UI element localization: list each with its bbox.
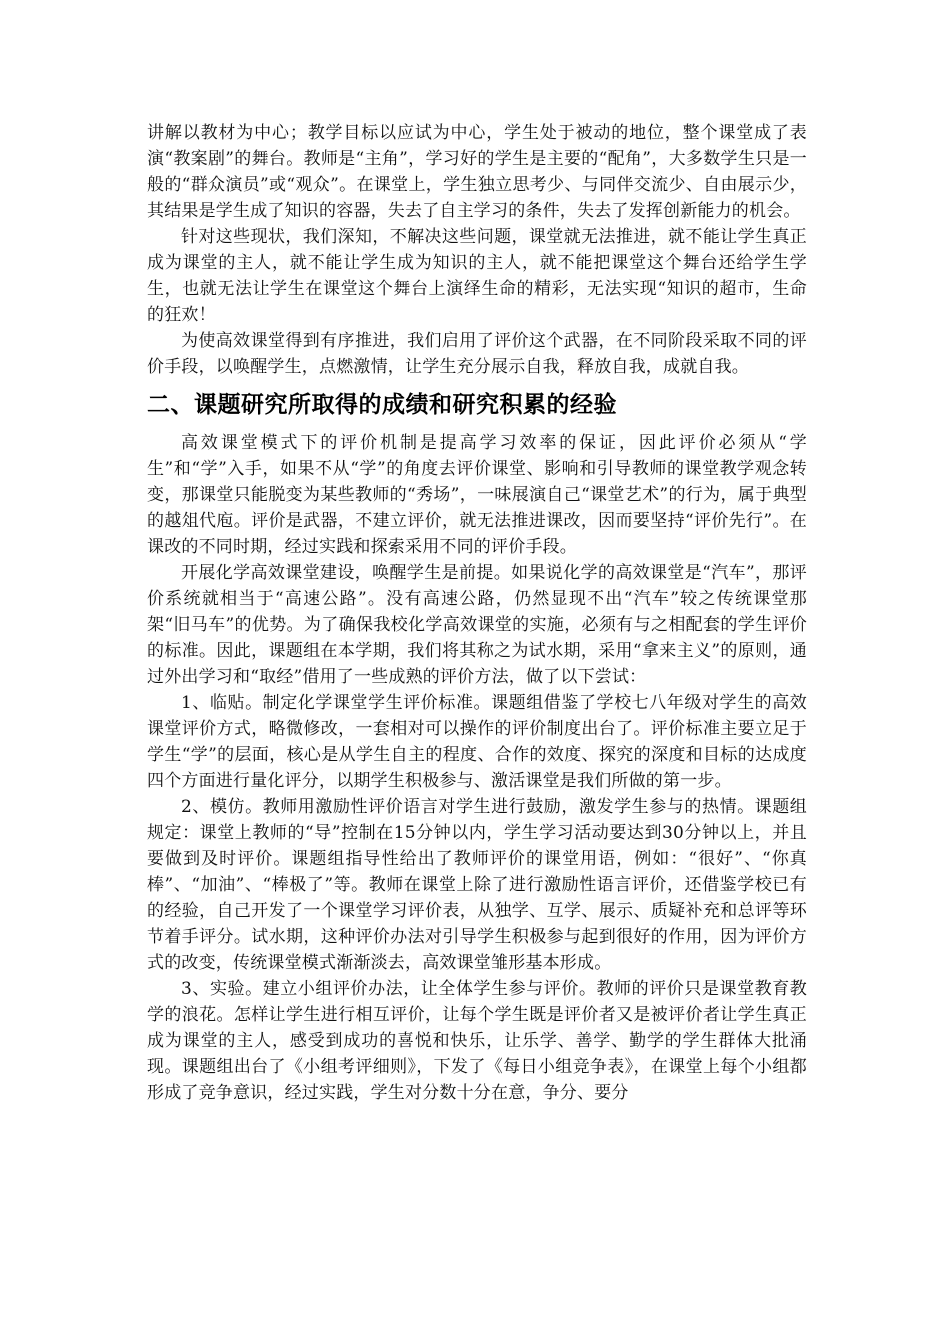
paragraph: 高效课堂模式下的评价机制是提高学习效率的保证，因此评价必须从“学生”和“学”入手，如果不从“学”的角度去评价课堂、影响和引导教师的课堂教学观念转变，那课堂只能脱变为某些教师的“秀场”，一味展演自己“课堂艺术”的行为，属于典型的越俎代庖。评价是武器，不建立评价，就无法推进课改，因而要坚持“评价先行”。在课改的不同时期，经过实践和探索采用不同的评价手段。 bbox=[147, 433, 807, 557]
paragraph: 2、模仿。教师用激励性评价语言对学生进行鼓励，激发学生参与的热情。课题组规定：课堂上教师的“导”控制在15分钟以内，学生学习活动要达到30分钟以上，并且要做到及时评价。课题组指导性给出了教师评价的课堂用语，例如：“很好”、“你真棒”、“加油”、“棒极了”等。教师在课堂上除了进行激励性语言评价，还借鉴学校已有的经验，自己开发了一个课堂学习评价表，从独学、互学、展示、质疑补充和总评等环节着手评分。试水期，这种评价办法对引导学生积极参与起到很好的作用，因为评价方式的改变，传统课堂模式渐渐淡去，高效课堂雏形基本形成。 bbox=[147, 797, 807, 973]
paragraph: 为使高效课堂得到有序推进，我们启用了评价这个武器，在不同阶段采取不同的评价手段，以唤醒学生，点燃激情，让学生充分展示自我，释放自我，成就自我。 bbox=[147, 331, 807, 377]
document-body bbox=[147, 120, 807, 1106]
paragraph: 1、临贴。制定化学课堂学生评价标准。课题组借鉴了学校七八年级对学生的高效课堂评价方式，略微修改，一套相对可以操作的评价制度出台了。评价标准主要立足于学生“学”的层面，核心是从学生自主的程度、合作的效度、探究的深度和目标的达成度四个方面进行量化评分，以期学生积极参与、激活课堂是我们所做的第一步。 bbox=[147, 693, 807, 791]
paragraph: 开展化学高效课堂建设，唤醒学生是前提。如果说化学的高效课堂是“汽车”，那评价系统就相当于“高速公路”。没有高速公路，仍然显现不出“汽车”较之传统课堂那架“旧马车”的优势。为了确保我校化学高效课堂的实施，必须有与之相配套的学生评价的标准。因此，课题组在本学期，我们将其称之为试水期，采用“拿来主义”的原则，通过外出学习和“取经”借用了一些成熟的评价方法，做了以下尝试： bbox=[147, 563, 807, 687]
paragraph: 讲解以教材为中心；教学目标以应试为中心，学生处于被动的地位，整个课堂成了表演“教案剧”的舞台。教师是“主角”，学习好的学生是主要的“配角”，大多数学生只是一般的“群众演员”或“观众”。在课堂上，学生独立思考少、与同伴交流少、自由展示少，其结果是学生成了知识的容器，失去了自主学习的条件，失去了发挥创新能力的机会。 bbox=[147, 123, 807, 221]
paragraph: 针对这些现状，我们深知，不解决这些问题，课堂就无法推进，就不能让学生真正成为课堂的主人，就不能让学生成为知识的主人，就不能把课堂这个舞台还给学生学生，也就无法让学生在课堂这个舞台上演绎生命的精彩，无法实现“知识的超市，生命的狂欢！ bbox=[147, 227, 807, 325]
section-heading: 二、课题研究所取得的成绩和研究积累的经验 bbox=[147, 392, 617, 418]
paragraph: 3、实验。建立小组评价办法，让全体学生参与评价。教师的评价只是课堂教育教学的浪花。怎样让学生进行相互评价，让每个学生既是评价者又是被评价者让学生真正成为课堂的主人，感受到成功的喜悦和快乐，让乐学、善学、勤学的学生群体大批涌现。课题组出台了《小组考评细则》，下发了《每日小组竞争表》，在课堂上每个小组都形成了竞争意识，经过实践，学生对分数十分在意，争分、要分 bbox=[147, 979, 807, 1103]
